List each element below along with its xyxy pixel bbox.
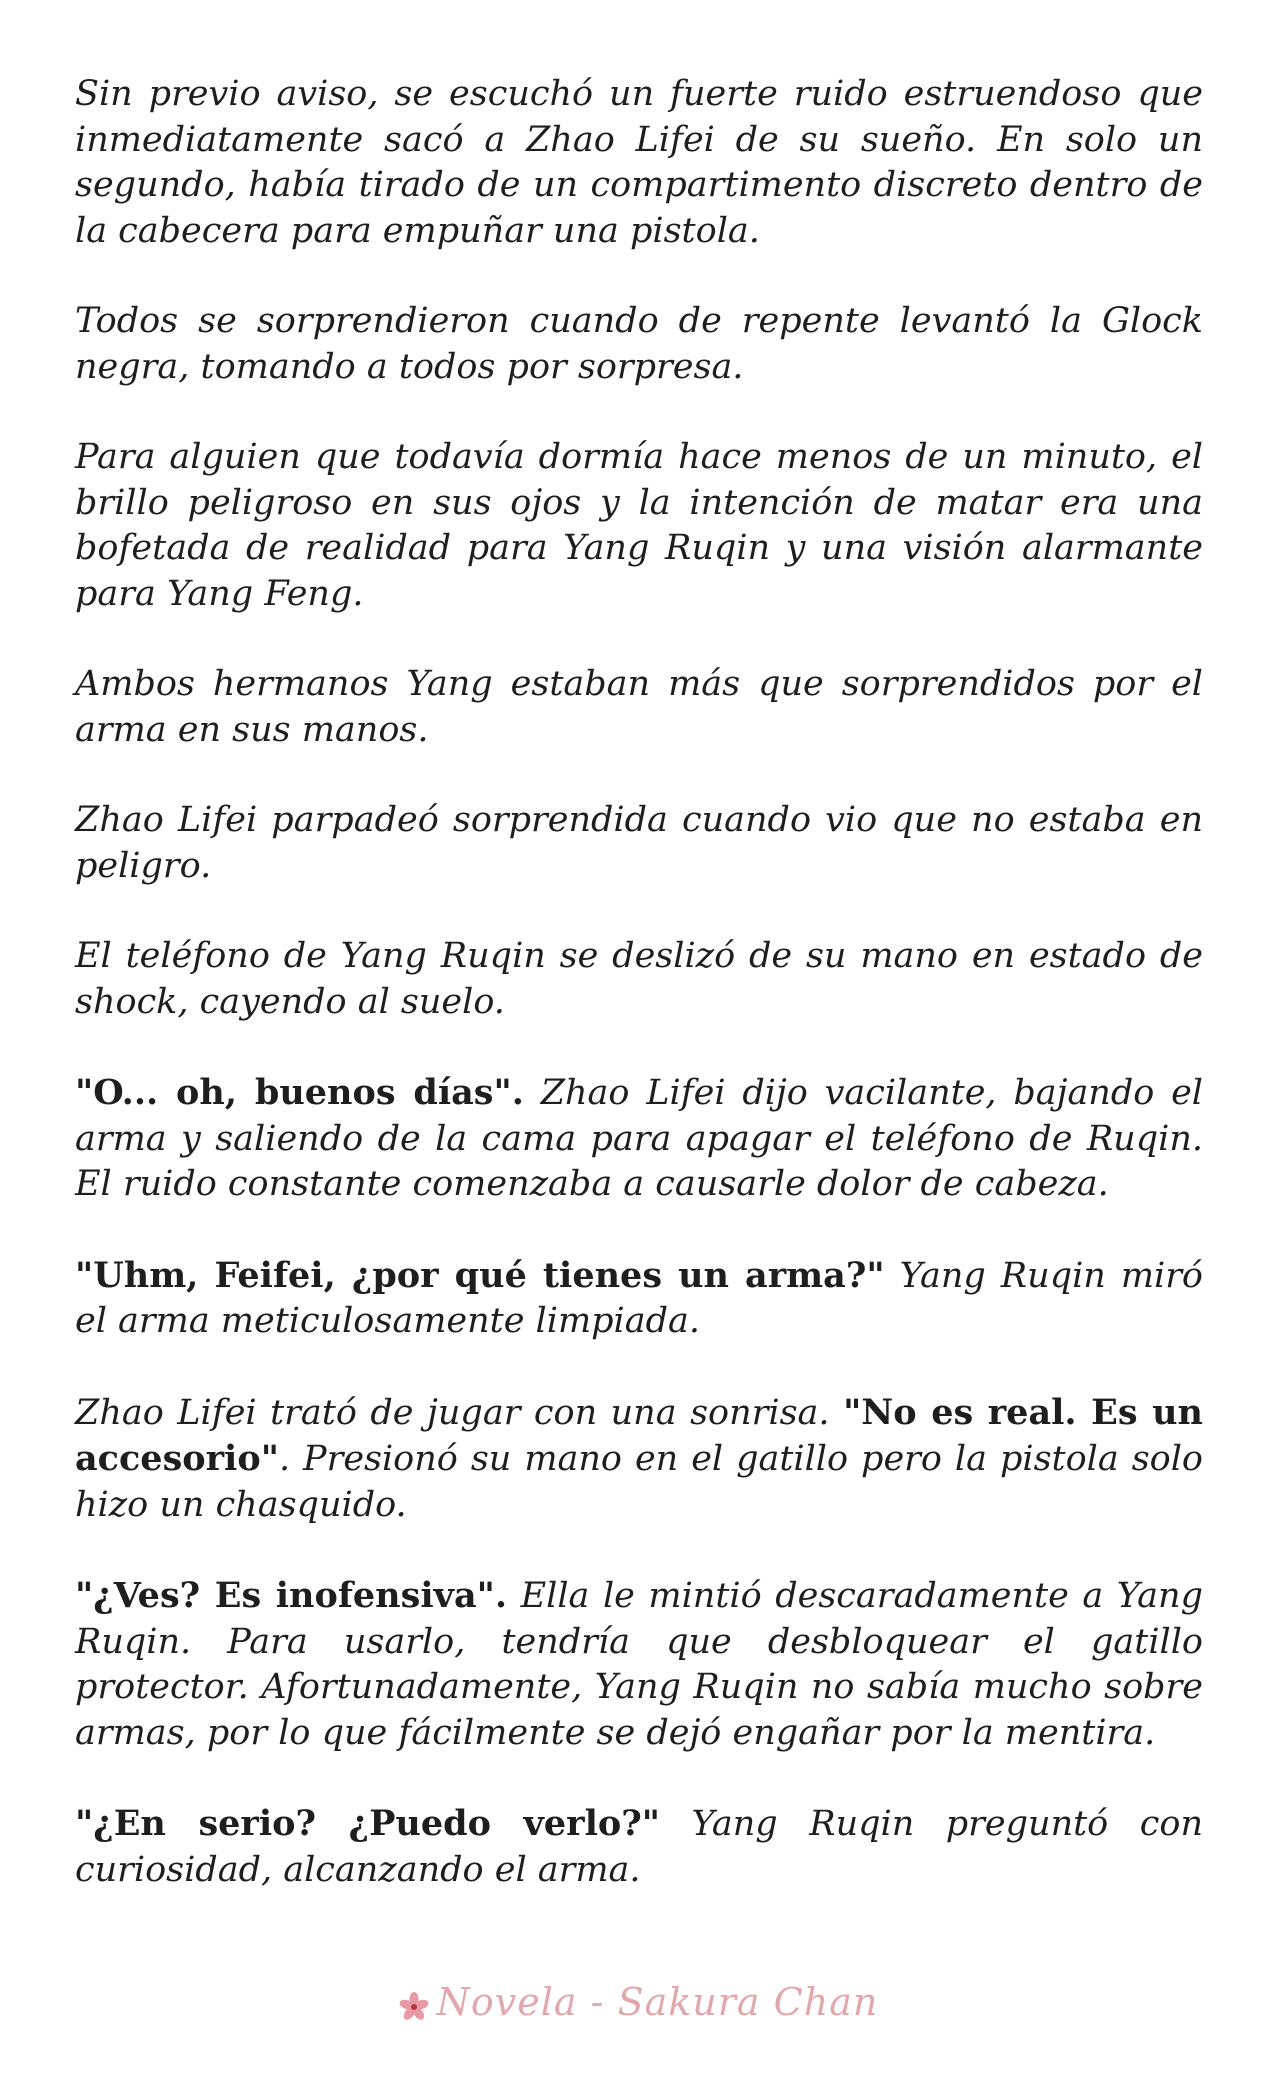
paragraph-text: Ambos hermanos Yang estaban más que sorprendidos por el arma en sus manos. <box>75 664 1203 750</box>
paragraph-text: . Presionó su mano en el gatillo pero la pistola solo hizo un chasquido. <box>75 1439 1203 1525</box>
paragraph <box>75 435 1203 617</box>
paragraph-text: Para alguien que todavía dormía hace menos de un minuto, el brillo peligroso en sus ojos y la intención de matar era una bofetada de realidad para Yang Ruqin y una visión alarmante para Yang Feng. <box>75 437 1203 614</box>
paragraph-text: Yang Ruqin miró el arma meticulosamente limpiada. <box>75 1255 1204 1341</box>
paragraph <box>75 798 1203 889</box>
paragraph-text: Yang Ruqin preguntó con curiosidad, alcanzando el arma. <box>75 1804 1203 1890</box>
paragraph <box>75 934 1203 1025</box>
watermark <box>0 1980 1275 2024</box>
paragraph <box>75 1573 1203 1756</box>
sakura-flower-icon <box>397 1989 431 2023</box>
paragraph <box>75 299 1203 390</box>
paragraph <box>75 72 1203 254</box>
dialogue-text: "O... oh, buenos días". <box>75 1072 524 1113</box>
watermark-text: Novela - Sakura Chan <box>436 1980 879 2024</box>
paragraph-text: Todos se sorprendieron cuando de repente levantó la Glock negra, tomando a todos por sorpresa. <box>75 301 1203 387</box>
paragraph-text: Zhao Lifei trató de jugar con una sonrisa. <box>75 1392 844 1433</box>
dialogue-text: "¿En serio? ¿Puedo verlo?" <box>75 1803 660 1844</box>
dialogue-text: "Uhm, Feifei, ¿por qué tienes un arma?" <box>75 1254 885 1296</box>
paragraph <box>75 1390 1203 1529</box>
paragraph-text: Zhao Lifei dijo vacilante, bajando el arma y saliendo de la cama para apagar el teléfono de Ruqin. El ruido constante comenzaba a causarle dolor de cabeza. <box>75 1073 1203 1204</box>
paragraph <box>75 1801 1203 1893</box>
dialogue-text: "¿Ves? Es inofensiva". <box>75 1575 508 1616</box>
paragraph <box>75 1070 1203 1208</box>
novel-page <box>75 72 1203 1938</box>
dialogue-text: "No es real. Es un accesorio" <box>75 1391 1204 1479</box>
paragraph <box>75 662 1203 753</box>
paragraph-text: Sin previo aviso, se escuchó un fuerte ruido estruendoso que inmediatamente sacó a Zhao Lifei de su sueño. En solo un segundo, había tirado de un compartimento discreto dentro de la cabecera para empuñar una pistola. <box>75 74 1203 251</box>
paragraph <box>75 1253 1203 1345</box>
paragraph-text: El teléfono de Yang Ruqin se deslizó de su mano en estado de shock, cayendo al suelo. <box>75 936 1203 1022</box>
paragraph-text: Ella le mintió descaradamente a Yang Ruqin. Para usarlo, tendría que desbloquear el gatillo protector. Afortunadamente, Yang Ruqin no sabía mucho sobre armas, por lo que fácilmente se dejó engañar por la mentira. <box>75 1576 1203 1753</box>
paragraph-text: Zhao Lifei parpadeó sorprendida cuando vio que no estaba en peligro. <box>75 800 1203 886</box>
